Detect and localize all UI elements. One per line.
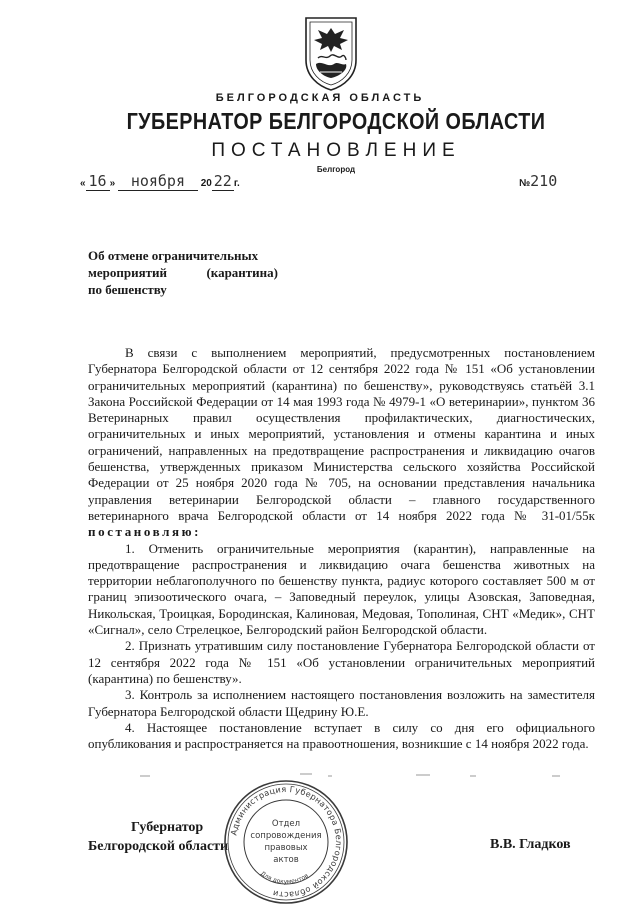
document-body: [88, 345, 595, 752]
preamble-paragraph: [88, 345, 595, 541]
stamp-center-line: правовых: [264, 843, 308, 853]
number-value: 210: [530, 172, 558, 190]
subject-word: мероприятий: [88, 265, 167, 280]
region-name: БЕЛГОРОДСКАЯ ОБЛАСТЬ: [215, 92, 425, 104]
resolution-item: 2. Признать утратившим силу постановление Губернатора Белгородской области от 12 сентября 2022 года № 151 «Об установлении ограничительных мероприятий (карантина) по бешенству».: [88, 638, 595, 686]
document-date: [80, 172, 240, 191]
subject-line: Об отмене ограничительных: [88, 248, 259, 263]
date-year-mark: г.: [233, 178, 240, 189]
document-type: ПОСТАНОВЛЕНИЕ: [211, 140, 461, 161]
signatory-name: В.В. Гладков: [490, 837, 571, 852]
date-month: ноября: [118, 172, 198, 191]
date-day: 16: [86, 172, 110, 191]
resolution-item: 3. Контроль за исполнением настоящего постановления возложить на заместителя Губернатора Белгородской области Щедрину Ю.Е.: [88, 687, 595, 719]
resolves-word: постановляю:: [88, 524, 202, 540]
date-year-suffix: 22: [213, 172, 232, 190]
svg-text:Для документов: [259, 870, 310, 885]
document-issuer: ГУБЕРНАТОР БЕЛГОРОДСКОЙ ОБЛАСТИ: [126, 108, 546, 134]
belgorod-coat-of-arms-icon: [300, 14, 362, 92]
date-open-quote: «: [80, 178, 86, 189]
stamp-center-line: сопровождения: [250, 831, 322, 841]
stamp-bottom-text: Для документов: [258, 870, 310, 886]
subject-word: (карантина): [206, 265, 278, 280]
signatory-title-line: Белгородской области: [88, 839, 229, 854]
stamp-center-line: Отдел: [271, 819, 301, 829]
document-city: Белгород: [316, 165, 356, 174]
stamp-ring-text: Администрация Губернатора Белгородской области: [228, 783, 345, 901]
resolution-item: 1. Отменить ограничительные мероприятия (карантин), направленные на предотвращение распространения и ликвидацию очага бешенства животных на территории неблагополучного по бешенству пункта, радиус которого составляет 500 м от границ эпизоотического очага, – Заповедный переулок, улицы Азовская, Заповедная, Никольская, Троицкая, Бородинская, Калиновая, Медовая, Тополиная, СНТ «Медик», СНТ «Сигнал», село Стрелецкое, Белгородский район Белгородской области.: [88, 540, 595, 638]
date-year-prefix: 20: [200, 178, 212, 189]
subject-line: по бешенству: [88, 282, 167, 297]
subject-line: [88, 264, 278, 281]
signatory-title-line: Губернатор: [131, 820, 204, 835]
document-number: [519, 172, 557, 190]
official-stamp: [222, 778, 350, 906]
document-subject: [88, 247, 278, 298]
resolution-item: 4. Настоящее постановление вступает в силу со дня его официального опубликования и распространяется на правоотношения, возникшие с 14 ноября 2022 года.: [88, 719, 595, 752]
number-prefix: №: [519, 178, 531, 189]
stamp-center-line: актов: [273, 855, 299, 865]
preamble-text: В связи с выполнением мероприятий, предусмотренных постановлением Губернатора Белгородской области от 12 сентября 2022 года № 151 «Об установлении ограничительных мероприятий (карантина) по бешенству», руководствуясь статьёй 3.1 Закона Российской Федерации от 14 мая 1993 года № 4979-1 «О ветеринарии», пунктом 36 Ветеринарных правил осуществления профилактических, диагностических, ограничительных и иных мероприятий, установления и отмены карантина и иных ограничений, направленных на предотвращение распространения и ликвидацию очагов бешенства, утвержденных приказом Министерства сельского хозяйства Российской Федерации от 25 ноября 2020 года № 705, на основании представления начальника управления ветеринарии Белгородской области – главного государственного ветеринарного врача Белгородской области от 14 ноября 2022 года № 31-01/55к: [88, 345, 595, 523]
date-close-quote: »: [109, 178, 116, 189]
